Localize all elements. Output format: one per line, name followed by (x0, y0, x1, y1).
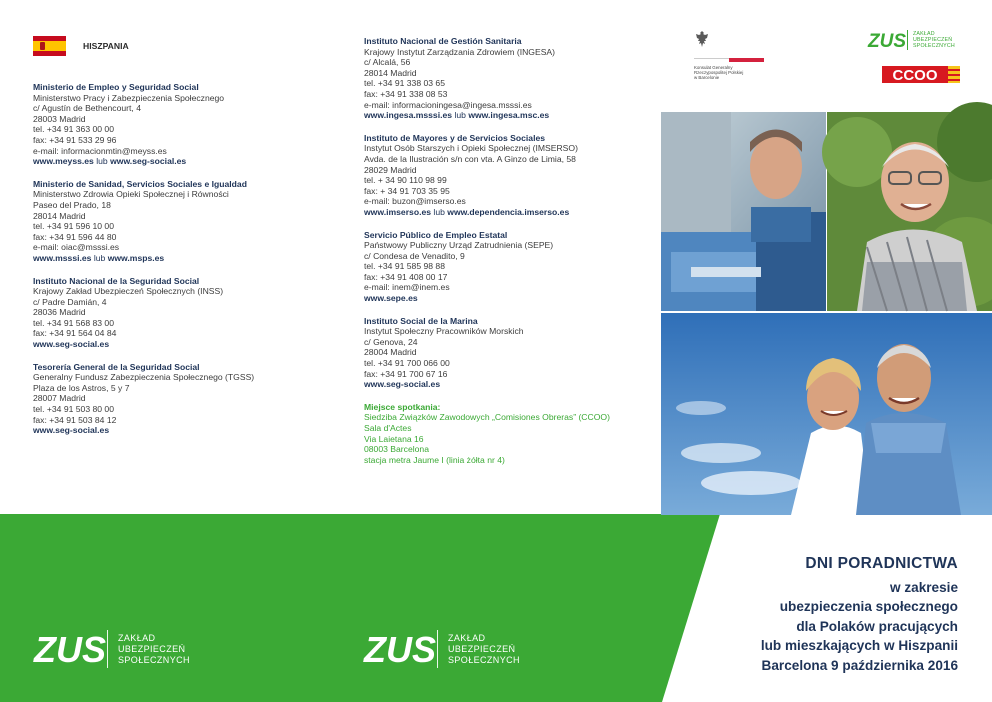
zus-line: SPOŁECZNYCH (448, 654, 520, 665)
zus-mark-text: ZUS (34, 629, 106, 670)
contact-line: e-mail: oiac@msssi.es (33, 242, 120, 253)
contact-block (33, 179, 333, 264)
contact-line: Generalny Fundusz Zabezpieczenia Społecznego (TGSS) (33, 372, 255, 383)
contact-block (33, 362, 333, 436)
zus-mark-text: ZUS (364, 629, 436, 670)
contact-title: Instituto Nacional de Gestión Sanitaria (364, 36, 522, 46)
event-subtitle-line: lub mieszkających w Hiszpanii (760, 638, 958, 654)
website-link[interactable]: www.meyss.es (33, 156, 94, 167)
contact-line: c/ Agustín de Bethencourt, 4 (33, 103, 141, 114)
contact-line: Instytut Osób Starszych i Opieki Społecznej (IMSERSO) (364, 143, 578, 154)
contact-title: Instituto de Mayores y de Servicios Sociales (364, 132, 546, 143)
contact-line: tel. +34 91 503 80 00 (33, 404, 114, 415)
website-separator: lub (91, 252, 108, 263)
contacts-column-2 (364, 36, 664, 477)
contact-line: e-mail: buzon@imserso.es (364, 196, 466, 207)
contact-line: fax: +34 91 700 67 16 (364, 368, 448, 379)
website-link[interactable]: www.ingesa.msssi.es (364, 110, 453, 121)
zus-line: UBEZPIECZEŃ (118, 643, 186, 654)
website-line (364, 379, 664, 390)
contact-block (33, 276, 333, 350)
website-line (33, 339, 333, 350)
meeting-line: Via Laietana 16 (364, 433, 424, 444)
contact-title: Tesorería General de la Seguridad Social (33, 361, 200, 372)
contact-line: fax: +34 91 338 08 53 (364, 88, 448, 99)
contact-block (364, 230, 664, 304)
contact-block (33, 82, 333, 167)
contact-title: Ministerio de Sanidad, Servicios Sociales e Igualdad (33, 178, 247, 189)
event-date-line: Barcelona 9 października 2016 (761, 657, 958, 673)
contact-line: tel. + 34 90 110 98 99 (364, 175, 447, 186)
zus-line: UBEZPIECZEŃ (913, 36, 953, 43)
consulate-line: Rzeczypospolitej Polskiej (694, 70, 744, 76)
consulate-logo (694, 30, 804, 81)
country-header (33, 36, 333, 56)
contact-line: tel. +34 91 700 066 00 (364, 358, 450, 369)
zus-line: SPOŁECZNYCH (913, 43, 955, 50)
website-link[interactable]: www.msps.es (107, 252, 165, 263)
website-line (364, 110, 664, 121)
meeting-line: Sala d'Actes (364, 423, 412, 433)
meeting-line: Siedziba Związków Zawodowych „Comisiones Obreras” (CCOO) (364, 412, 610, 423)
contact-title: Servicio Público de Empleo Estatal (364, 229, 508, 240)
contact-line: tel. +34 91 585 98 88 (364, 261, 445, 272)
zus-mark-icon (868, 30, 906, 52)
website-line (33, 425, 333, 436)
event-subtitle-line: w zakresie (889, 580, 958, 595)
spain-flag-icon (33, 36, 66, 56)
website-link[interactable]: www.dependencia.imserso.es (447, 206, 570, 217)
contact-line: fax: +34 91 503 84 12 (33, 414, 117, 425)
contact-title: Ministerio de Empleo y Seguridad Social (33, 82, 199, 92)
meeting-line: stacja metra Jaume I (linia żółta nr 4) (364, 454, 505, 465)
contact-title: Instituto Nacional de la Seguridad Social (33, 275, 200, 286)
contact-line: 28003 Madrid (33, 113, 86, 124)
website-separator: lub (431, 206, 448, 217)
contact-block (364, 36, 664, 121)
zus-mark-icon (34, 629, 106, 670)
contact-line: 28014 Madrid (364, 67, 417, 78)
contact-line: c/ Genova, 24 (364, 336, 418, 347)
zus-logo-bottom-center (364, 630, 520, 668)
website-link[interactable]: www.seg-social.es (110, 156, 187, 167)
website-separator: lub (452, 110, 469, 121)
contact-block (364, 316, 664, 390)
zus-separator (437, 630, 438, 668)
zus-logo-bottom-left (34, 630, 190, 668)
website-line (33, 156, 333, 167)
polish-flag-bar (694, 58, 764, 62)
zus-separator (107, 630, 108, 668)
website-link[interactable]: www.msssi.es (33, 252, 92, 263)
contact-line: Ministerstwo Pracy i Zabezpieczenia Społecznego (33, 92, 225, 103)
contact-line: Państwowy Publiczny Urząd Zatrudnienia (SEPE) (364, 240, 554, 251)
contact-line: e-mail: informacionmtin@meyss.es (33, 145, 167, 156)
contact-line: tel. +34 91 363 00 00 (33, 124, 114, 135)
contact-line: 28007 Madrid (33, 393, 86, 404)
contact-line: Plaza de los Astros, 5 y 7 (33, 382, 130, 393)
website-link[interactable]: www.sepe.es (364, 293, 418, 304)
zus-mark-text: ZUS (868, 31, 906, 52)
contact-line: Krajowy Instytut Zarządzania Zdrowiem (INGESA) (364, 46, 556, 57)
ccoo-logo (882, 66, 960, 83)
website-link[interactable]: www.seg-social.es (33, 425, 110, 436)
contact-line: e-mail: inem@inem.es (364, 282, 450, 293)
contact-line: Instytut Społeczny Pracowników Morskich (364, 326, 524, 337)
zus-line: ZAKŁAD (448, 632, 486, 643)
contact-line: Paseo del Prado, 18 (33, 199, 111, 210)
zus-line: UBEZPIECZEŃ (448, 643, 516, 654)
contact-line: fax: +34 91 596 44 80 (33, 231, 117, 242)
contact-line: 28014 Madrid (33, 210, 86, 221)
zus-line: SPOŁECZNYCH (118, 654, 190, 665)
zus-wordmark (448, 633, 520, 666)
zus-separator (907, 30, 908, 50)
ccoo-mark: CCOO (892, 67, 938, 84)
website-separator: lub (93, 156, 111, 167)
event-subtitle-line: ubezpieczenia społecznego (779, 599, 958, 615)
contact-line: Ministerstwo Zdrowia Opieki Społecznej i Równości (33, 189, 229, 200)
worker-at-machine-photo (661, 112, 826, 311)
meeting-title: Miejsce spotkania: (364, 401, 441, 412)
meeting-line: 08003 Barcelona (364, 444, 429, 455)
consulate-text (694, 65, 804, 81)
senior-couple-sky-photo (661, 313, 992, 515)
contact-line: 28036 Madrid (33, 307, 86, 318)
zus-logo-top (868, 30, 955, 50)
contact-line: fax: +34 91 564 04 84 (33, 328, 117, 339)
contact-line: 28004 Madrid (364, 347, 417, 358)
website-line (364, 293, 664, 304)
consulate-line: Konsulat Generalny (694, 65, 733, 70)
zus-wordmark (913, 31, 955, 50)
contact-line: tel. +34 91 568 83 00 (33, 317, 114, 328)
contact-block (364, 133, 664, 218)
website-line (33, 253, 333, 264)
zus-wordmark (118, 633, 190, 666)
contact-line: 28029 Madrid (364, 164, 417, 175)
contact-line: c/ Alcalá, 56 (364, 57, 411, 68)
contact-line: c/ Padre Damián, 4 (33, 296, 107, 307)
event-subtitle-line: dla Polaków pracujących (796, 618, 958, 634)
contact-line: tel. +34 91 596 10 00 (33, 221, 114, 232)
website-link[interactable]: www.seg-social.es (33, 339, 110, 350)
meeting-place-block (364, 402, 664, 466)
contact-line: fax: + 34 91 703 35 95 (364, 185, 450, 196)
contact-line: Avda. de la Ilustración s/n con vta. A Ginzo de Limia, 58 (364, 153, 576, 164)
zus-mark-icon (364, 629, 436, 670)
contact-line: Krajowy Zakład Ubezpieczeń Społecznych (INSS) (33, 286, 224, 297)
website-link[interactable]: www.imserso.es (364, 206, 432, 217)
contact-line: tel. +34 91 338 03 65 (364, 78, 445, 89)
website-link[interactable]: www.seg-social.es (364, 379, 441, 390)
country-label: HISZPANIA (83, 40, 129, 51)
contacts-column-1 (33, 36, 333, 448)
polish-eagle-icon (694, 30, 710, 48)
contact-line: e-mail: informacioningesa@ingesa.msssi.es (364, 99, 532, 110)
website-link[interactable]: www.ingesa.msc.es (468, 110, 550, 121)
website-line (364, 207, 664, 218)
contact-line: fax: +34 91 408 00 17 (364, 271, 448, 282)
contact-title: Instituto Social de la Marina (364, 315, 478, 326)
senior-man-smiling-photo (827, 112, 992, 311)
contact-line: c/ Condesa de Venadito, 9 (364, 250, 465, 261)
zus-line: ZAKŁAD (118, 632, 156, 643)
consulate-line: w Barcelonie (694, 75, 720, 81)
contact-line: fax: +34 91 533 29 96 (33, 134, 117, 145)
event-title-block (761, 554, 958, 675)
zus-line: ZAKŁAD (913, 30, 935, 37)
event-title: DNI PORADNICTWA (805, 555, 958, 572)
